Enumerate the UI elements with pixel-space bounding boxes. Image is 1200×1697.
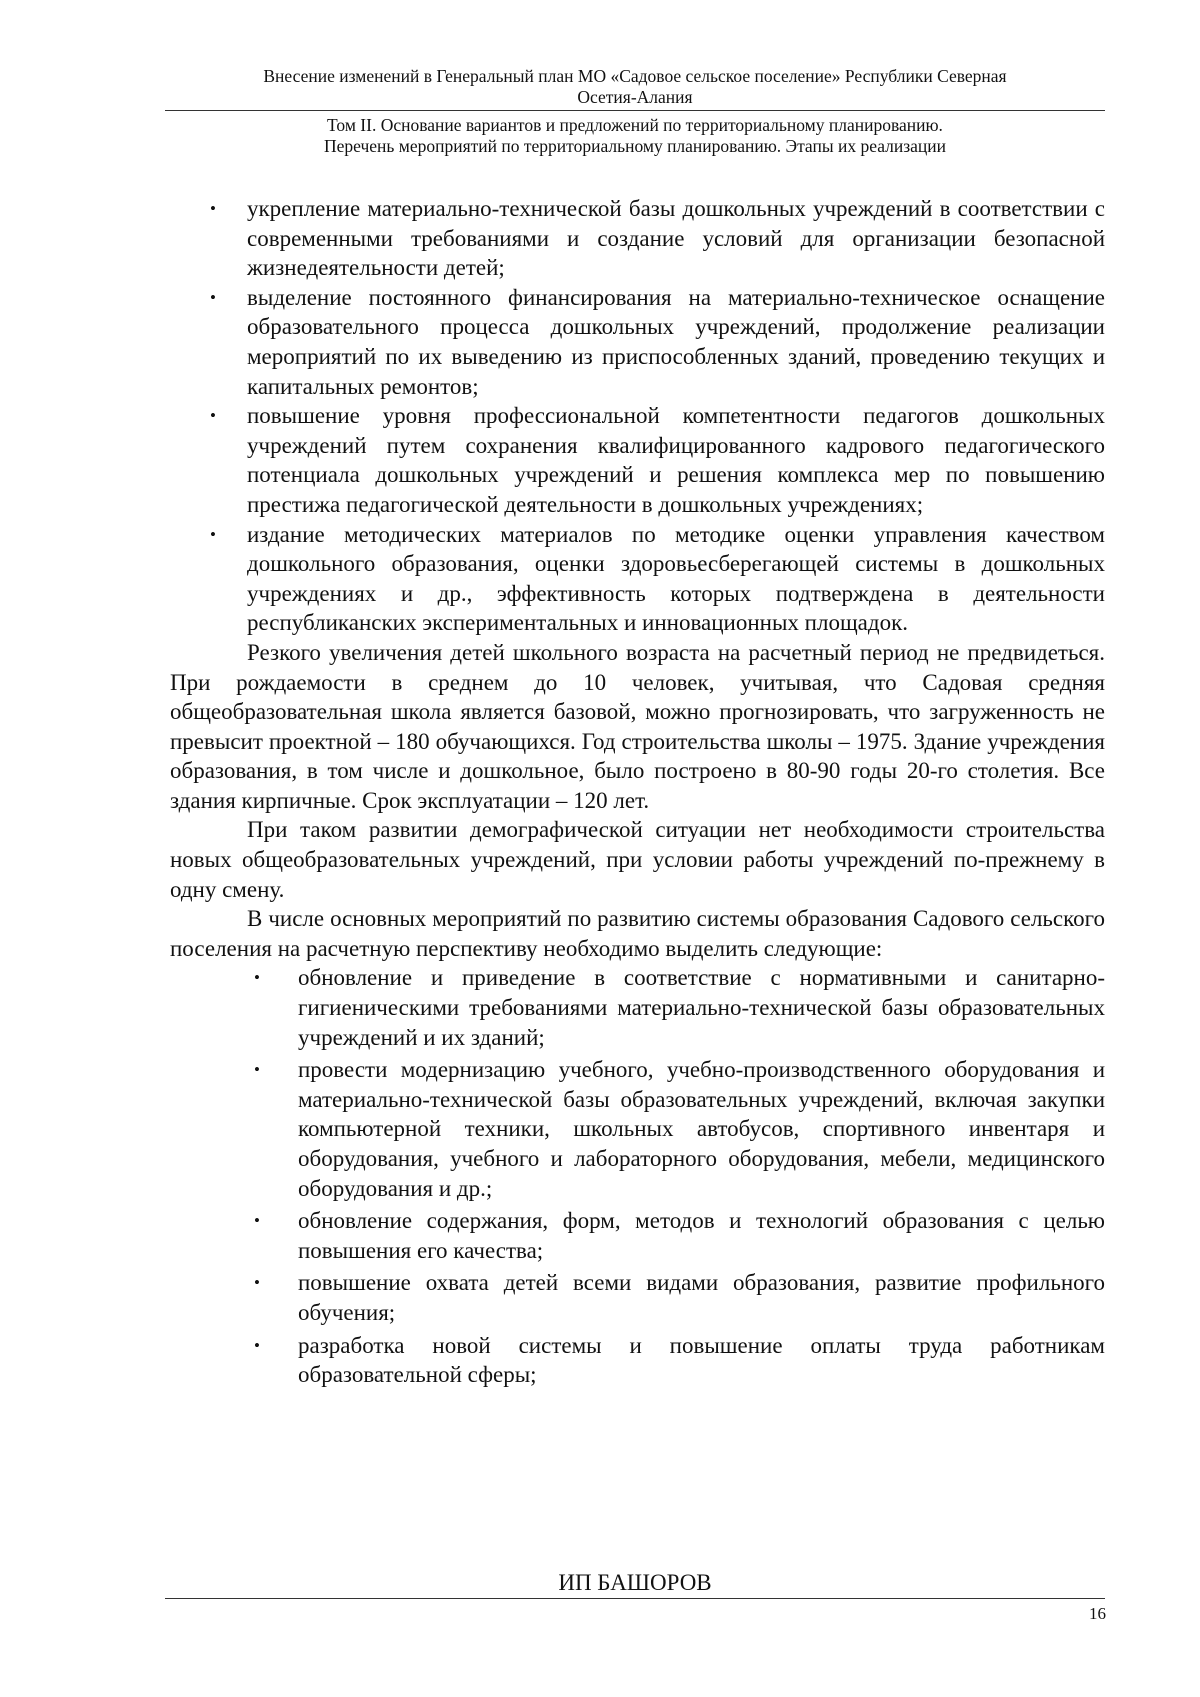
bullet-icon: • — [210, 524, 216, 544]
list-item — [170, 283, 1105, 401]
paragraph-measures-intro: В числе основных мероприятий по развитию системы образования Садового сельского поселения на расчетную перспективу необходимо выделить следующие: — [170, 906, 1105, 961]
preschool-measures-list — [170, 194, 1105, 638]
list-item — [170, 401, 1105, 519]
header-title-line2: Осетия-Алания — [577, 87, 693, 107]
header-subtitle-line2: Перечень мероприятий по территориальному планированию. Этапы их реализации — [324, 136, 946, 156]
bullet-icon: • — [254, 968, 260, 988]
page-footer — [165, 1568, 1105, 1599]
list-item-text: выделение постоянного финансирования на материально-техническое оснащение образовательного процесса дошкольных учреждений, продолжение реализации мероприятий по их выведению из приспособленных зданий, проведению текущих и капитальных ремонтов; — [247, 284, 1105, 399]
list-item — [170, 520, 1105, 638]
education-measures-list — [170, 963, 1105, 1389]
list-item-text: обновление содержания, форм, методов и технологий образования с целью повышения его качества; — [298, 1208, 1105, 1263]
list-item — [170, 1055, 1105, 1203]
paragraph-school-forecast: Резкого увеличения детей школьного возраста на расчетный период не предвидеться. При рождаемости в среднем до 10 человек, учитывая, что Садовая средняя общеобразовательная школа является базовой, можно прогнозировать, что загруженность не превысит проектной – 180 обучающихся. Год строительства школы – 1975. Здание учреждения образования, в том числе и дошкольное, было построено в 80-90 годы 20-го столетия. Все здания кирпичные. Срок эксплуатации – 120 лет. — [170, 639, 1105, 813]
header-subtitle-line1: Том II. Основание вариантов и предложений по территориальному планированию. — [327, 115, 943, 135]
list-item — [170, 963, 1105, 1052]
bullet-icon: • — [210, 199, 216, 218]
header-title-line1: Внесение изменений в Генеральный план МО «Садовое сельское поселение» Республики Северная — [263, 66, 1007, 86]
page-number: 16 — [1089, 1604, 1106, 1623]
document-body — [170, 194, 1105, 1393]
header-divider — [165, 110, 1105, 111]
bullet-icon: • — [254, 1335, 260, 1355]
bullet-icon: • — [254, 1211, 260, 1231]
bullet-icon: • — [210, 406, 216, 426]
list-item — [170, 1206, 1105, 1265]
bullet-icon: • — [254, 1273, 260, 1293]
list-item-text: провести модернизацию учебного, учебно-производственного оборудования и материально-технической базы образовательных учреждений, включая закупки компьютерной техники, школьных автобусов, спортивного инвентаря и оборудования, учебного и лабораторного оборудования, мебели, медицинского оборудования и др.; — [298, 1057, 1105, 1201]
list-item — [170, 1268, 1105, 1327]
page-header — [165, 66, 1105, 157]
list-item-text: укрепление материально-технической базы дошкольных учреждений в соответствии с современными требованиями и создание условий для организации безопасной жизнедеятельности детей; — [247, 196, 1105, 281]
bullet-icon: • — [210, 287, 216, 307]
bullet-icon: • — [254, 1060, 260, 1080]
list-item-text: издание методических материалов по методике оценки управления качеством дошкольного образования, оценки здоровьесберегающей системы в дошкольных учреждениях и др., эффективность которых подтверждена в деятельности республиканских экспериментальных и инновационных площадок. — [247, 521, 1105, 636]
paragraph-demographics: При таком развитии демографической ситуации нет необходимости строительства новых общеобразовательных учреждений, при условии работы учреждений по-прежнему в одну смену. — [170, 817, 1105, 902]
list-item-text: повышение охвата детей всеми видами образования, развитие профильного обучения; — [298, 1270, 1105, 1325]
list-item-text: разработка новой системы и повышение оплаты труда работникам образовательной сферы; — [298, 1332, 1105, 1388]
list-item — [170, 1331, 1105, 1390]
footer-divider — [165, 1598, 1105, 1599]
list-item-text: обновление и приведение в соответствие с нормативными и санитарно-гигиеническими требованиями материально-технической базы образовательных учреждений и их зданий; — [298, 965, 1105, 1050]
footer-company: ИП БАШОРОВ — [558, 1570, 712, 1595]
list-item-text: повышение уровня профессиональной компетентности педагогов дошкольных учреждений путем сохранения квалифицированного кадрового педагогического потенциала дошкольных учреждений и решения комплекса мер по повышению престижа педагогической деятельности в дошкольных учреждениях; — [247, 403, 1105, 517]
list-item — [170, 194, 1105, 283]
